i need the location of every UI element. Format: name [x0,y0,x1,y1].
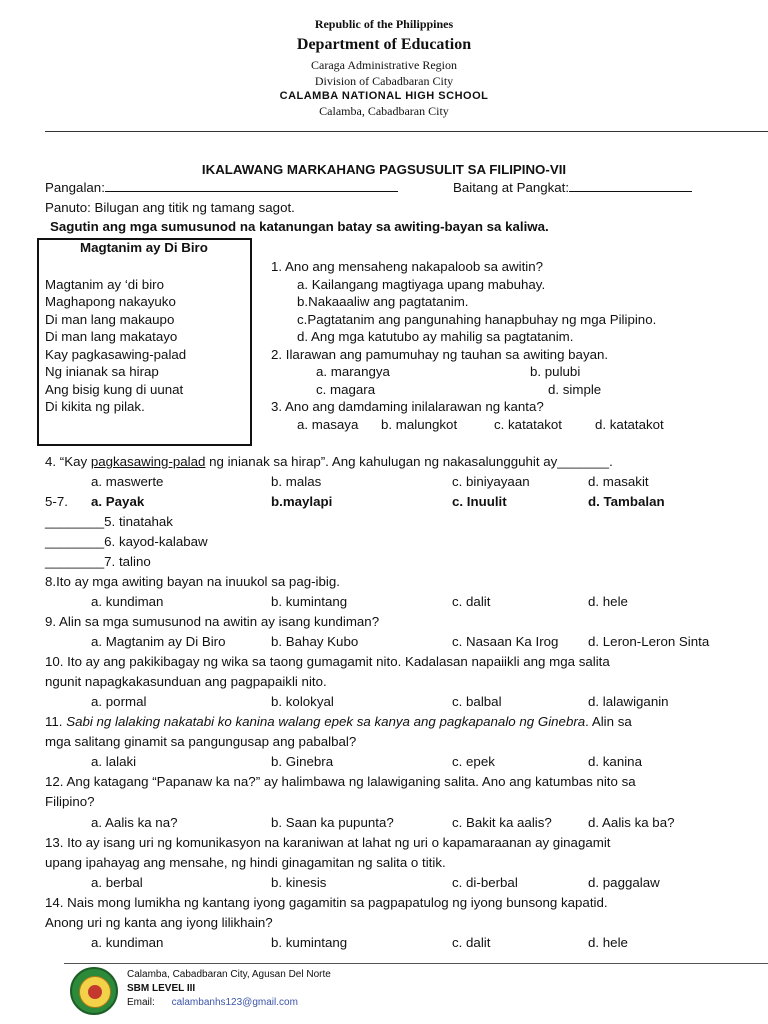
q57-choice-a: a. Payak [91,494,145,509]
q14-choice-d[interactable]: d. hele [588,935,628,950]
q13-choice-c[interactable]: c. di-berbal [452,875,518,890]
q1-choice-b[interactable]: b.Nakaaaliw ang pagtatanim. [297,294,469,309]
q8-choice-c[interactable]: c. dalit [452,594,491,609]
poem-line: Di man lang makaupo [45,312,175,327]
republic-heading: Republic of the Philippines [314,17,454,31]
q11-choice-a[interactable]: a. lalaki [91,754,137,769]
grade-label: Baitang at Pangkat: [453,180,570,195]
question-14-line2: Anong uri ng kanta ang iyong lilikhain? [45,915,273,930]
division-text: Division of Cabadbaran City [314,74,454,88]
q13-choice-b[interactable]: b. kinesis [271,875,327,890]
q8-choice-d[interactable]: d. hele [588,594,628,609]
sub-instruction: Sagutin ang mga sumusunod na katanungan batay sa awiting-bayan sa kaliwa. [50,219,549,234]
q3-choice-b[interactable]: b. malungkot [381,417,458,432]
poem-line: Maghapong nakayuko [45,294,176,309]
footer-level: SBM LEVEL III [127,983,196,994]
q57-choice-d: d. Tambalan [588,494,665,509]
poem-line: Magtanim ay ‘di biro [45,277,164,292]
q14-choice-c[interactable]: c. dalit [452,935,491,950]
question-14-line1: 14. Nais mong lumikha ng kantang iyong gagamitin sa pagpapatulog ng iyong bunsong kapatid. [45,895,608,910]
q9-choice-d[interactable]: d. Leron-Leron Sinta [588,634,710,649]
q8-choice-a[interactable]: a. kundiman [91,594,164,609]
question-4 [45,454,613,469]
q9-choice-c[interactable]: c. Nasaan Ka Irog [452,634,559,649]
q57-choice-c: c. Inuulit [452,494,507,509]
q7-item[interactable]: ________7. talino [45,554,151,569]
question-3: 3. Ano ang damdaming inilalarawan ng kanta? [271,399,544,414]
poem-title: Magtanim ay Di Biro [80,240,208,255]
poem-line: Di kikita ng pilak. [45,399,145,414]
q11-rest: . Alin sa [585,714,632,729]
grade-blank[interactable] [569,180,692,192]
header-divider [45,131,768,132]
department-heading: Department of Education [296,36,472,53]
footer-email-link[interactable]: calambanhs123@gmail.com [171,997,298,1008]
q1-choice-c[interactable]: c.Pagtatanim ang pangunahing hanapbuhay ng mga Pilipino. [297,312,657,327]
q10-choice-a[interactable]: a. pormal [91,694,147,709]
q2-choice-c[interactable]: c. magara [316,382,376,397]
q11-number: 11. [45,714,67,729]
question-1: 1. Ano ang mensaheng nakapaloob sa awitin? [271,259,544,274]
school-seal-logo [70,967,118,1015]
region-text: Caraga Administrative Region [311,58,457,72]
q3-choice-d[interactable]: d. katatakot [595,417,664,432]
footer-email-row [127,997,298,1008]
question-11-line1 [45,714,632,729]
question-10-line1: 10. Ito ay ang pakikibagay ng wika sa taong gumagamit nito. Kadalasan napaiikli ang mga salita [45,654,610,669]
q8-choice-b[interactable]: b. kumintang [271,594,348,609]
question-10-line2: ngunit napagkakasunduan ang pagpapaikli nito. [45,674,327,689]
question-13-line1: 13. Ito ay isang uri ng komunikasyon na karaniwan at lahat ng uri o kapamaraanan ay ginagamit [45,835,611,850]
question-11-line2: mga salitang ginamit sa pangungusap ang pabalbal? [45,734,357,749]
seal-center-icon [88,985,102,999]
q13-choice-d[interactable]: d. paggalaw [588,875,660,890]
grade-field[interactable] [453,180,692,195]
footer-divider [64,963,768,964]
q14-choice-a[interactable]: a. kundiman [91,935,164,950]
q13-choice-a[interactable]: a. berbal [91,875,143,890]
q5-item[interactable]: ________5. tinatahak [45,514,173,529]
q12-choice-c[interactable]: c. Bakit ka aalis? [452,815,552,830]
q12-choice-d[interactable]: d. Aalis ka ba? [588,815,675,830]
q9-choice-a[interactable]: a. Magtanim ay Di Biro [91,634,226,649]
q12-choice-b[interactable]: b. Saan ka pupunta? [271,815,394,830]
school-name: CALAMBA NATIONAL HIGH SCHOOL [279,90,489,102]
q1-choice-a[interactable]: a. Kailangang magtiyaga upang mabuhay. [297,277,546,292]
q3-choice-c[interactable]: c. katatakot [494,417,562,432]
q14-choice-b[interactable]: b. kumintang [271,935,348,950]
q2-choice-a[interactable]: a. marangya [316,364,390,379]
q3-choice-a[interactable]: a. masaya [297,417,359,432]
q2-choice-d[interactable]: d. simple [548,382,602,397]
q10-choice-d[interactable]: d. lalawiganin [588,694,669,709]
q10-choice-b[interactable]: b. kolokyal [271,694,334,709]
q12-choice-a[interactable]: a. Aalis ka na? [91,815,178,830]
question-8: 8.Ito ay mga awiting bayan na inuukol sa pag-ibig. [45,574,340,589]
q6-item[interactable]: ________6. kayod-kalabaw [45,534,208,549]
q11-choice-c[interactable]: c. epek [452,754,495,769]
question-9: 9. Alin sa mga sumusunod na awitin ay isang kundiman? [45,614,380,629]
q4-choice-c[interactable]: c. biniyayaan [452,474,530,489]
seal-inner-ring [79,976,111,1008]
question-12-line1: 12. Ang katagang “Papanaw ka na?” ay halimbawa ng lalawiganing salita. Ano ang katumbas nito sa [45,774,636,789]
q4-pre: 4. “Kay [45,454,91,469]
question-2: 2. Ilarawan ang pamumuhay ng tauhan sa awiting bayan. [271,347,609,362]
q1-choice-d[interactable]: d. Ang mga katutubo ay mahilig sa pagtatanim. [297,329,574,344]
q57-choice-b: b.maylapi [271,494,333,509]
q11-choice-d[interactable]: d. kanina [588,754,642,769]
question-12-line2: Filipino? [45,794,95,809]
poem-line: Ng inianak sa hirap [45,364,159,379]
q4-post: ng inianak sa hirap”. Ang kahulugan ng nakasalungguhit ay_______. [205,454,613,469]
q9-choice-b[interactable]: b. Bahay Kubo [271,634,359,649]
q57-label: 5-7. [45,494,68,509]
name-label: Pangalan: [45,180,105,195]
q11-italic-sentence: Sabi ng lalaking nakatabi ko kanina walang epek sa kanya ang pagkapanalo ng Ginebra [66,714,586,729]
q4-choice-b[interactable]: b. malas [271,474,322,489]
q2-choice-b[interactable]: b. pulubi [530,364,581,379]
question-13-line2: upang ipahayag ang mensahe, ng hindi ginagamitan ng salita o titik. [45,855,446,870]
poem-line: Kay pagkasawing-palad [45,347,187,362]
q11-choice-b[interactable]: b. Ginebra [271,754,334,769]
footer-email-label: Email: [127,997,155,1008]
name-field[interactable] [45,180,398,195]
poem-line: Di man lang makatayo [45,329,178,344]
q10-choice-c[interactable]: c. balbal [452,694,502,709]
instruction: Panuto: Bilugan ang titik ng tamang sagot. [45,200,295,215]
school-address: Calamba, Cabadbaran City [319,104,449,118]
q4-choice-a[interactable]: a. maswerte [91,474,164,489]
exam-title: IKALAWANG MARKAHANG PAGSUSULIT SA FILIPINO-VII [201,162,567,177]
q4-choice-d[interactable]: d. masakit [588,474,649,489]
footer-address: Calamba, Cabadbaran City, Agusan Del Norte [127,969,331,980]
q4-underlined-term: pagkasawing-palad [90,454,206,469]
name-blank[interactable] [105,180,398,192]
poem-line: Ang bisig kung di uunat [45,382,184,397]
